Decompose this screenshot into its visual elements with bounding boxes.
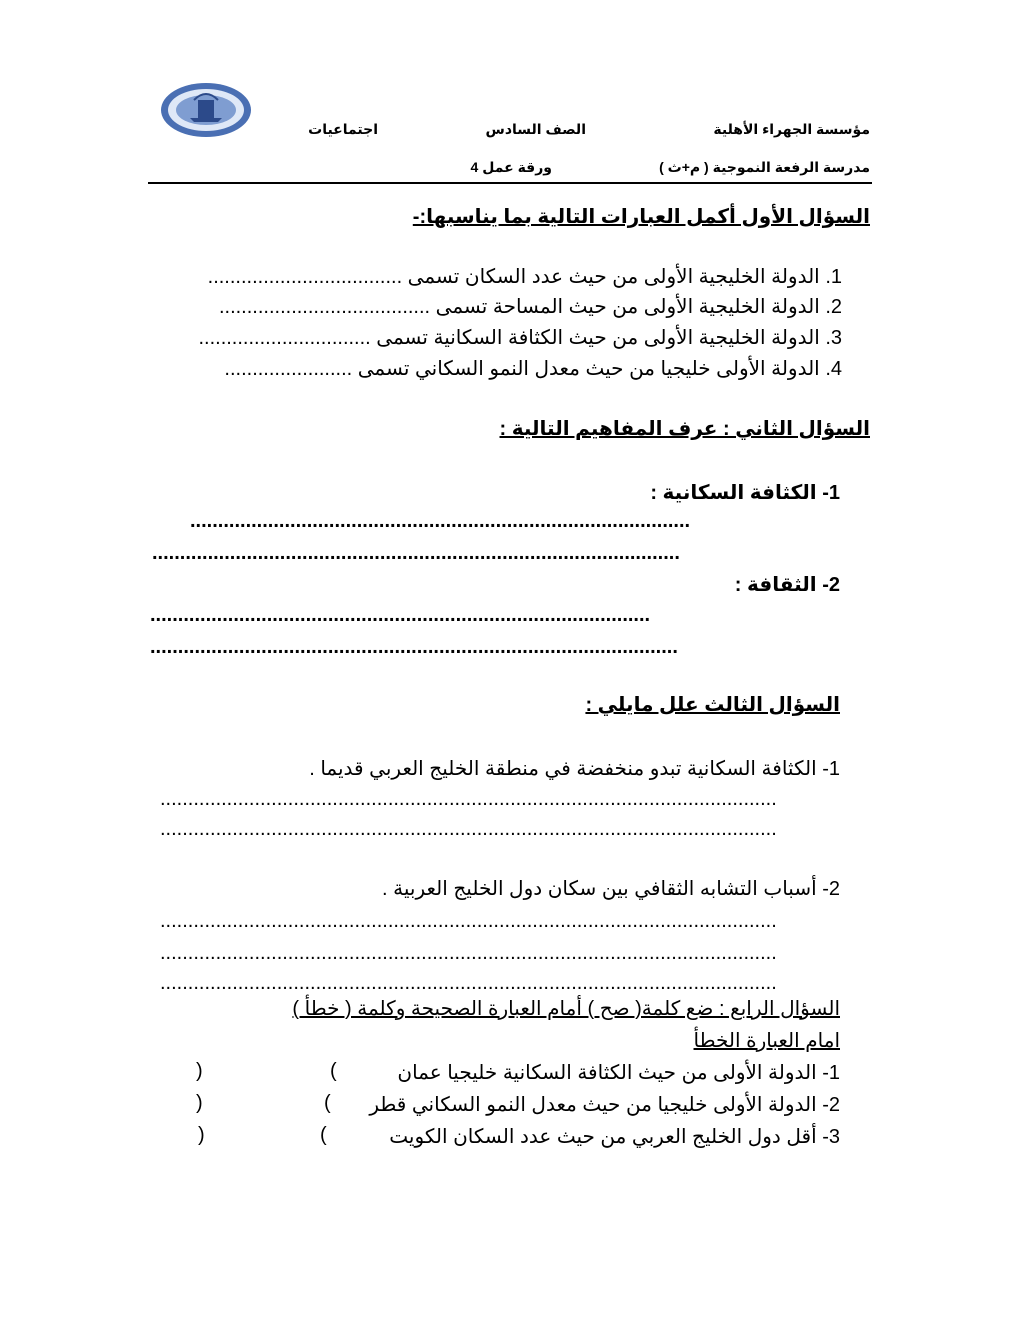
q1-item-3 xyxy=(198,325,842,350)
q2-concept-2-label: 2- الثقافة : xyxy=(734,574,840,596)
q1-item-1 xyxy=(208,264,842,289)
q1-item-4-num: 4. xyxy=(825,358,842,380)
school-name: مدرسة الرفعة النموجية ( م+ث ) xyxy=(659,159,870,175)
q4-item-1-text: 1- الدولة الأولى من حيث الكثافة السكانية خليجيا عمان xyxy=(397,1062,840,1084)
q3-item-1-line-2: ............................................................................................................... xyxy=(160,818,777,840)
q1-item-3-text: الدولة الخليجية الأولى من حيث الكثافة السكانية تسمى ............................... xyxy=(198,327,820,349)
q4-item-2-paren-close[interactable]: ) xyxy=(196,1092,203,1114)
q2-concept-2-line-1: .......................................................................................... xyxy=(150,604,651,626)
q2-concept-1-line-2: ............................................................................................... xyxy=(152,542,680,564)
q1-item-2 xyxy=(219,294,842,319)
q1-item-4 xyxy=(224,356,842,381)
q1-item-3-num: 3. xyxy=(825,327,842,349)
q3-item-2-line-3: ............................................................................................................... xyxy=(160,972,777,994)
institution-name: مؤسسة الجهراء الأهلية xyxy=(713,121,870,137)
q4-title-line-2: امام العبارة الخطأ xyxy=(693,1030,840,1052)
q4-title-line-1: السؤال الرابع : ضع كلمة( صح ) أمام العبارة الصحيحة وكلمة ( خطأ ) xyxy=(292,998,840,1020)
subject-label: اجتماعيات xyxy=(308,121,378,137)
q3-item-1-text: 1- الكثافة السكانية تبدو منخفضة في منطقة الخليج العربي قديما . xyxy=(309,758,840,780)
q4-item-1-paren-open[interactable]: ( xyxy=(330,1060,337,1082)
grade-label: الصف السادس xyxy=(485,121,586,137)
worksheet-label: ورقة عمل 4 xyxy=(470,159,552,175)
q1-title: السؤال الأول أكمل العبارات التالية بما يناسبها:- xyxy=(412,206,870,228)
q2-concept-1-line-1: .......................................................................................... xyxy=(190,510,691,532)
q1-item-4-text: الدولة الأولى خليجيا من حيث معدل النمو السكاني تسمى ....................... xyxy=(224,358,820,380)
q1-item-2-num: 2. xyxy=(825,296,842,318)
q4-item-2-paren-open[interactable]: ( xyxy=(324,1092,331,1114)
school-logo xyxy=(160,82,252,138)
q3-item-1-line-1: ............................................................................................................... xyxy=(160,788,777,810)
q4-item-2-text: 2- الدولة الأولى خليجيا من حيث معدل النمو السكاني قطر xyxy=(369,1094,840,1116)
q2-concept-1-label: 1- الكثافة السكانية : xyxy=(650,482,840,504)
q4-item-3-paren-open[interactable]: ( xyxy=(320,1124,327,1146)
q2-concept-2-line-2: ............................................................................................... xyxy=(150,636,678,658)
q4-item-3-text: 3- أقل دول الخليج العربي من حيث عدد السكان الكويت xyxy=(389,1126,840,1148)
q1-item-1-num: 1. xyxy=(825,266,842,288)
q1-item-1-text: الدولة الخليجية الأولى من حيث عدد السكان تسمى ................................... xyxy=(207,266,820,288)
q3-item-2-line-1: ............................................................................................................... xyxy=(160,910,777,932)
q4-item-3-paren-close[interactable]: ) xyxy=(198,1124,205,1146)
q3-item-2-text: 2- أسباب التشابه الثقافي بين سكان دول الخليج العربية . xyxy=(382,878,840,900)
q2-title: السؤال الثاني : عرف المفاهيم التالية : xyxy=(499,418,870,440)
q3-item-2-line-2: ............................................................................................................... xyxy=(160,942,777,964)
q3-title: السؤال الثالث علل مايلي : xyxy=(585,694,840,716)
q1-item-2-text: الدولة الخليجية الأولى من حيث المساحة تسمى ...................................... xyxy=(218,296,820,318)
header-divider xyxy=(148,182,872,184)
q4-item-1-paren-close[interactable]: ) xyxy=(196,1060,203,1082)
